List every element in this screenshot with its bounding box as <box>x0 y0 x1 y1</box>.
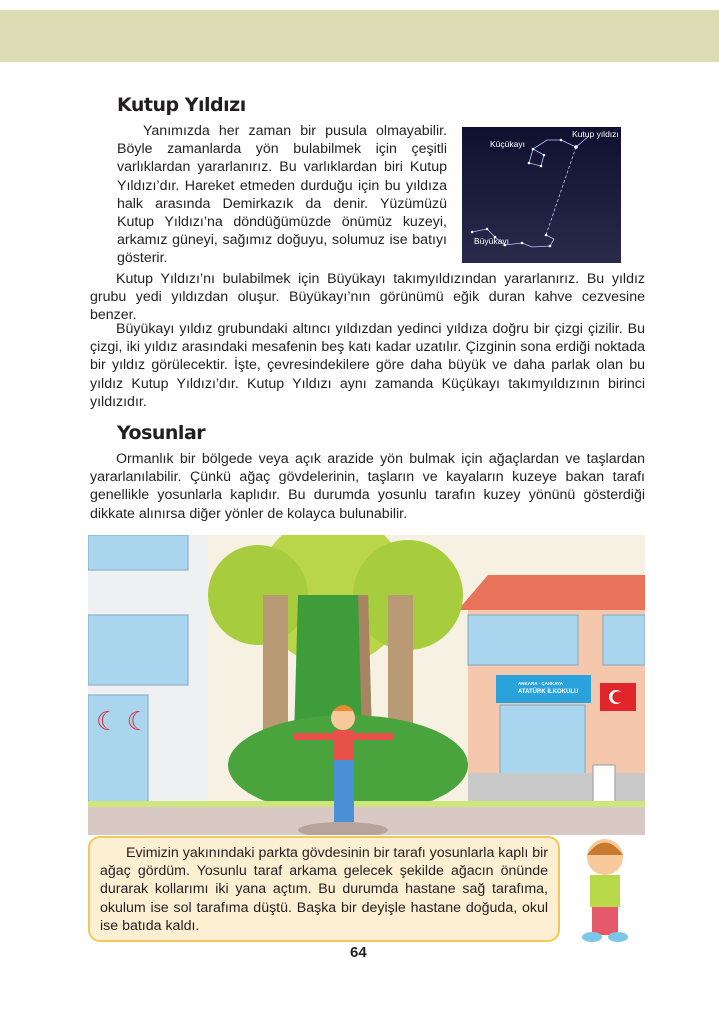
paragraph: Yanımızda her zaman bir pusula olmayabilir. Böyle zamanlarda yön bulabilmek için çeşitli varlıklardan yararlanırız. Bu varlıklardan biri Kutup Yıldızı’dır. Hareket etmeden durduğu için bu yıldıza halk arasında Demirkazık da denir. Yüzümüzü Kutup Yıldızı’na döndüğümüzde önümüz kuzeyi, arkamız güneyi, sağımız doğuyu, solumuz ise batıyı gösterir. <box>117 123 447 267</box>
paragraph: Ormanlık bir bölgede veya açık arazide yön bulmak için ağaçlardan ve taşlardan yararlanılabilir. Çünkü ağaç gövdelerinin, taşların ve kayaların kuzeye bakan tarafı genellikle yosunlarla kaplıdır. Bu durumda yosunlu tarafın kuzey yönünü gösterdiği dikkate alınırsa diğer yönler de kolayca bulunabilir. <box>90 451 645 522</box>
svg-text:☾ ☾: ☾ ☾ <box>96 706 150 736</box>
school-roof <box>458 575 645 610</box>
paragraph: Kutup Yıldızı’nı bulabilmek için Büyükayı takımyıldızından yararlanırız. Bu yıldız grubu yedi yıldızdan oluşur. Büyükayı’nın görünümü eğik duran kahve cezvesine benzer. <box>90 271 645 324</box>
svg-text:ATATÜRK İLKOKULU: ATATÜRK İLKOKULU <box>518 689 579 695</box>
scene <box>88 535 645 835</box>
park-illustration <box>88 535 645 835</box>
heading-yosunlar: Yosunlar <box>117 422 206 444</box>
header-band <box>0 10 719 62</box>
speech-bubble <box>88 836 560 942</box>
svg-text:ANKARA · ÇANKAYA: ANKARA · ÇANKAYA <box>518 681 564 686</box>
boy-character <box>570 835 640 945</box>
label-buyukayi: Büyükayı <box>474 236 509 246</box>
speech-bubble-text: Evimizin yakınındaki parkta gövdesinin bir tarafı yosunlarla kaplı bir ağaç gördüm. Yosunlu taraf arkama gelecek şekilde ağacın önünde durarak kollarımı iki yana açtım. Bu durumda hastane sağ tarafıma, okulum ise sol tarafıma düştü. Başka bir deyişle hastane doğuda, okul ise batıda kaldı. <box>100 845 548 934</box>
heading-kutup-yildizi: Kutup Yıldızı <box>117 94 246 116</box>
paragraph: Büyükayı yıldız grubundaki altıncı yıldızdan yedinci yıldıza doğru bir çizgi çizilir. Bu çizgi, iki yıldız arasındaki mesafenin beş katı kadar uzatılır. Çizginin sona erdiği noktada bir yıldız görülecektir. İşte, çevresindekilere göre daha büyük ve daha parlak olan bu yıldız Kutup Yıldızı’dır. Kutup Yıldızı aynı zamanda Küçükayı takımyıldızının birinci yıldızıdır. <box>90 321 645 410</box>
label-kucukayi: Küçükayı <box>490 139 525 149</box>
star-map-image <box>462 127 621 263</box>
label-kutup-yildizi: Kutup yıldızı <box>572 129 619 139</box>
page-number: 64 <box>350 944 367 961</box>
